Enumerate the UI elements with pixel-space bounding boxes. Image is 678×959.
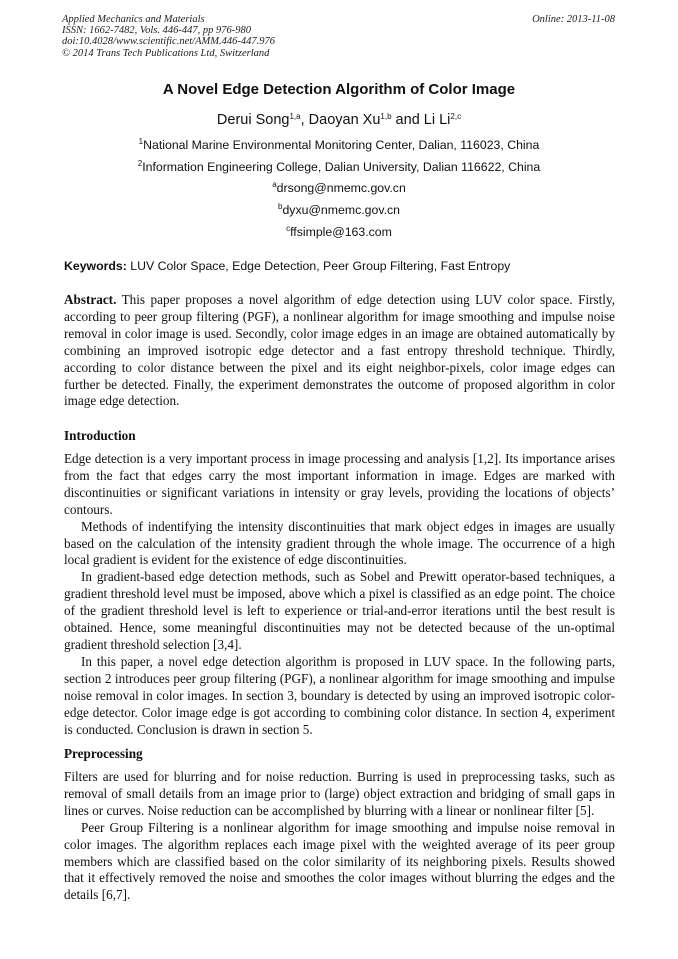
abstract bbox=[64, 292, 615, 410]
issn: ISSN: 1662-7482, Vols. 446-447, pp 976-980 bbox=[62, 25, 251, 37]
email-text: drsong@nmemc.gov.cn bbox=[276, 181, 406, 195]
abstract-text: This paper proposes a novel algorithm of edge detection using LUV color space. Firstly, according to peer group filtering (PGF), a nonlinear algorithm for image smoothing and impulse noise removal in color image is used. Secondly, color image edges in an image are obtained automatically by combining an improved isotropic edge detector and a fast entropy threshold technique. Thirdly, according to color distance between the pixel and its eight neighbor-pixels, color image edges can further be detected. Finally, the experiment demonstrates the outcome of proposed algorithm in color image edge detection. bbox=[64, 292, 615, 409]
author-sup: 1,b bbox=[380, 112, 392, 121]
keywords-label: Keywords: bbox=[64, 259, 127, 273]
affiliation-sup: 2 bbox=[137, 159, 143, 168]
email-sup: a bbox=[272, 180, 277, 189]
author-sup: 2,c bbox=[450, 112, 462, 121]
paragraph: In gradient-based edge detection methods, such as Sobel and Prewitt operator-based techniques, a gradient threshold level must be imposed, above which a pixel is classified as an edge point. The choice of the gradient threshold level is left to experience or trial-and-error iterations until the best result is obtained. Hence, some meaningful discontinuities may not be detected because of the un-optimal gradient threshold selection [3,4]. bbox=[64, 569, 615, 652]
affiliation-text: National Marine Environmental Monitoring Center, Dalian, 116023, China bbox=[143, 138, 540, 152]
email-3 bbox=[0, 225, 678, 239]
author-name: Li Li bbox=[423, 112, 451, 128]
preprocessing-heading: Preprocessing bbox=[64, 746, 143, 761]
author-sep: and bbox=[391, 112, 424, 128]
email-text: ffsimple@163.com bbox=[290, 225, 392, 239]
author-sep: , bbox=[300, 112, 309, 128]
paragraph: In this paper, a novel edge detection algorithm is proposed in LUV space. In the following parts, section 2 introduces peer group filtering (PGF), a nonlinear algorithm for image smoothing and impulse noise removal in color images. In section 3, boundary is detected by using an improved isotropic color-edge detector. Color image edge is got according to combining color distance. In section 4, experiment is conducted. Conclusion is drawn in section 5. bbox=[64, 653, 615, 737]
copyright: © 2014 Trans Tech Publications Ltd, Switzerland bbox=[62, 47, 270, 59]
paragraph: Methods of indentifying the intensity discontinuities that mark object edges in images are usually based on the calculation of the intensity gradient through the whole image. The occurrence of a high local gradient is evident for the existence of edge discontinuities. bbox=[64, 518, 615, 568]
affiliation-sup: 1 bbox=[138, 137, 144, 146]
affiliation-2 bbox=[0, 160, 678, 174]
journal-name: Applied Mechanics and Materials bbox=[62, 14, 205, 25]
paragraph: Peer Group Filtering is a nonlinear algorithm for image smoothing and impulse noise removal in color images. The algorithm replaces each image pixel with the weighted average of its peer group members which are classified based on the color similarity of its neighboring pixels. Results showed that it effectively removed the noise and smoothes the color images without blurring the edges and the details [6,7]. bbox=[64, 819, 615, 903]
paper-title: A Novel Edge Detection Algorithm of Color Image bbox=[162, 81, 516, 98]
email-text: dyxu@nmemc.gov.cn bbox=[282, 203, 400, 217]
affiliation-text: Information Engineering College, Dalian University, Dalian 116622, China bbox=[142, 160, 541, 174]
author-name: Daoyan Xu bbox=[308, 112, 381, 128]
email-sup: c bbox=[286, 224, 291, 233]
author-list bbox=[0, 112, 678, 128]
introduction-body bbox=[64, 451, 615, 738]
journal-meta bbox=[62, 14, 275, 59]
author-name: Derui Song bbox=[216, 112, 290, 128]
doi: doi:10.4028/www.scientific.net/AMM.446-447.976 bbox=[62, 36, 275, 48]
online-date: Online: 2013-11-08 bbox=[532, 14, 615, 25]
email-1 bbox=[0, 181, 678, 195]
abstract-label: Abstract. bbox=[64, 292, 117, 307]
email-2 bbox=[0, 203, 678, 217]
paragraph: Filters are used for blurring and for noise reduction. Burring is used in preprocessing tasks, such as removal of small details from an image prior to (large) object extraction and bridging of small gaps in lines or curves. Noise reduction can be accomplished by blurring with a linear or nonlinear filter [5]. bbox=[64, 769, 615, 818]
author-sup: 1,a bbox=[289, 112, 301, 121]
introduction-heading: Introduction bbox=[64, 428, 136, 443]
affiliation-1 bbox=[0, 138, 678, 152]
keywords bbox=[64, 259, 510, 273]
keywords-text: LUV Color Space, Edge Detection, Peer Group Filtering, Fast Entropy bbox=[126, 259, 511, 273]
preprocessing-body bbox=[64, 769, 615, 904]
paragraph: Edge detection is a very important process in image processing and analysis [1,2]. Its importance arises from the fact that edges carry the most important information in image. Edges are marked with discontinuities or significant variations in intensity or gray levels, providing the locations of objects’ contours. bbox=[64, 451, 615, 517]
email-sup: b bbox=[278, 202, 283, 211]
